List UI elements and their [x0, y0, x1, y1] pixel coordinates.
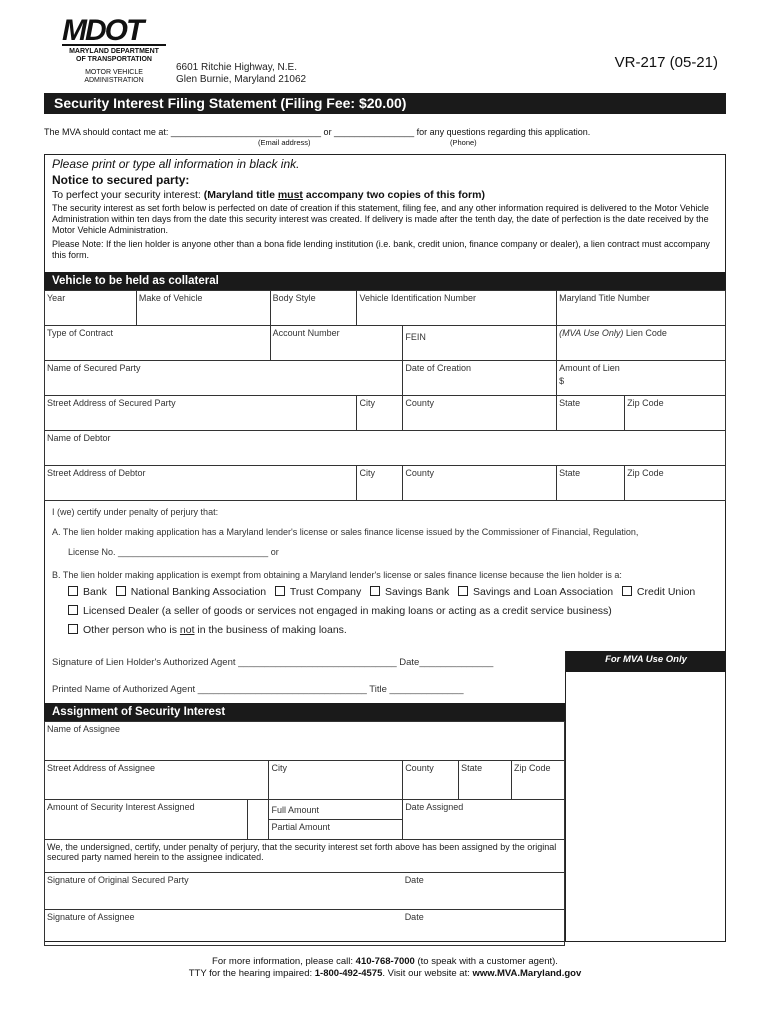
lender-type-row: Bank National Banking Association Trust Company Savings Bank Savings and Loan Association Credit Union [68, 586, 722, 598]
assignee-signature-field[interactable]: Signature of Assignee [45, 910, 403, 946]
original-party-signature-field[interactable]: Signature of Original Secured Party [45, 873, 403, 910]
amount-assigned-label: Amount of Security Interest Assigned [45, 800, 248, 840]
debtor-street-field[interactable]: Street Address of Debtor [45, 466, 357, 501]
assignment-certification: We, the undersigned, certify, under penalty of perjury, that the security interest set forth above has been assigned by the original secured party named herein to the assignee indicated. [45, 840, 565, 873]
partial-amount-field[interactable]: Partial Amount [269, 820, 403, 840]
logo-line2: OF TRANSPORTATION [76, 56, 152, 63]
assignee-county-field[interactable]: County [403, 761, 459, 800]
cert-option-a: A. The lien holder making application has a Maryland lender's license or sales finance license issued by the Commissioner of Financial, Regulation, [52, 527, 639, 537]
lien-amount-field[interactable]: Amount of Lien $ [557, 361, 726, 396]
assignee-sig-date-field[interactable]: Date [403, 910, 565, 946]
title-fee: (Filing Fee: $20.00) [280, 95, 407, 111]
footer-website-link[interactable]: www.MVA.Maryland.gov [472, 968, 582, 979]
email-label: (Email address) [258, 138, 311, 147]
assignee-zip-field[interactable]: Zip Code [512, 761, 565, 800]
title-number-field[interactable]: Maryland Title Number [557, 291, 726, 326]
date-assigned-field[interactable]: Date Assigned [403, 800, 565, 840]
mdot-logo [62, 14, 172, 85]
perfection-paragraph: The security interest as set forth below is perfected on date of creation if this statement, filing fee, and any other information required is delivered to the Motor Vehicle Administration within ten days from the date this security interest was created. If delivery is made after the tenth day, the date of perfection is the date received by the Motor Vehicle Administration. [52, 203, 709, 235]
certification [52, 507, 722, 636]
other-row: Other person who is not in the business of making loans. [68, 624, 722, 636]
nba-checkbox[interactable] [116, 586, 126, 596]
debtor-zip-field[interactable]: Zip Code [625, 466, 726, 501]
logo-line1: MARYLAND DEPARTMENT [69, 48, 159, 55]
year-field[interactable]: Year [45, 291, 137, 326]
vehicle-table [44, 290, 726, 501]
sla-checkbox[interactable] [458, 586, 468, 596]
creation-date-field[interactable]: Date of Creation [403, 361, 557, 396]
form-number: VR-217 (05-21) [614, 54, 718, 71]
dealer-row: Licensed Dealer (a seller of goods or services not engaged in making loans or acting as a credit service business) [68, 605, 722, 617]
lien-note: Please Note: If the lien holder is anyone other than a bona fide lending institution (i.e. bank, credit union, finance company or dealer), a lien contract must accompany this form. [52, 239, 710, 260]
vin-field[interactable]: Vehicle Identification Number [357, 291, 557, 326]
assignee-name-field[interactable]: Name of Assignee [45, 722, 565, 761]
contract-type-field[interactable]: Type of Contract [45, 326, 271, 361]
debtor-name-field[interactable]: Name of Debtor [45, 431, 726, 466]
trust-checkbox[interactable] [275, 586, 285, 596]
footer-line1: For more information, please call: 410-768-7000 (to speak with a customer agent). [212, 956, 558, 967]
footer-line2: TTY for the hearing impaired: 1-800-492-4575. Visit our website at: www.MVA.Maryland.gov [188, 968, 582, 979]
footer [0, 956, 770, 980]
logo-sub1: MOTOR VEHICLE [85, 69, 143, 76]
agent-signature-line[interactable]: Signature of Lien Holder's Authorized Agent ______________________________ Date______________ [52, 657, 494, 668]
agent-printed-name-line[interactable]: Printed Name of Authorized Agent ________________________________ Title ______________ [52, 684, 464, 695]
title-main: Security Interest Filing Statement [54, 95, 281, 111]
make-field[interactable]: Make of Vehicle [136, 291, 270, 326]
footer-tty: 1-800-492-4575 [314, 968, 383, 979]
full-amount-field[interactable]: Full Amount [269, 800, 403, 820]
cert-intro: I (we) certify under penalty of perjury that: [52, 507, 219, 517]
account-number-field[interactable]: Account Number [270, 326, 403, 361]
perfect-instruction: To perfect your security interest: (Maryland title must accompany two copies of this form) [52, 189, 485, 201]
assignment-table [44, 721, 565, 946]
lien-code-field[interactable]: (MVA Use Only) Lien Code [557, 326, 726, 361]
fein-field[interactable]: FEIN [403, 326, 557, 361]
amount-spacer [247, 800, 269, 840]
body-style-field[interactable]: Body Style [270, 291, 357, 326]
assignee-state-field[interactable]: State [459, 761, 512, 800]
secured-state-field[interactable]: State [557, 396, 625, 431]
mva-use-only-box [565, 651, 726, 942]
secured-county-field[interactable]: County [403, 396, 557, 431]
page-title [44, 93, 726, 114]
print-instruction: Please print or type all information in black ink. [52, 157, 300, 171]
vehicle-section-header: Vehicle to be held as collateral [44, 272, 726, 290]
credit-union-checkbox[interactable] [622, 586, 632, 596]
savings-bank-checkbox[interactable] [370, 586, 380, 596]
license-number-line[interactable]: License No. ______________________________ or [68, 547, 279, 557]
address-line1: 6601 Ritchie Highway, N.E. [176, 62, 297, 73]
assignee-street-field[interactable]: Street Address of Assignee [45, 761, 269, 800]
debtor-city-field[interactable]: City [357, 466, 403, 501]
cert-option-b: B. The lien holder making application is exempt from obtaining a Maryland lender's license or sales finance license because the lien holder is a: [52, 570, 622, 580]
logo-sub2: ADMINISTRATION [84, 77, 144, 84]
contact-line[interactable]: The MVA should contact me at: ______________________________ or ________________ for any questions regarding this application. [44, 127, 591, 137]
instructions [52, 157, 722, 262]
logo-mark: MDOT [62, 18, 166, 46]
secured-party-field[interactable]: Name of Secured Party [45, 361, 403, 396]
mva-use-only-label: For MVA Use Only [566, 651, 726, 672]
original-sig-date-field[interactable]: Date [403, 873, 565, 910]
secured-city-field[interactable]: City [357, 396, 403, 431]
mva-address [176, 62, 306, 86]
assignee-city-field[interactable]: City [269, 761, 403, 800]
phone-label: (Phone) [450, 138, 477, 147]
assignment-section-header: Assignment of Security Interest [44, 703, 565, 721]
debtor-state-field[interactable]: State [557, 466, 625, 501]
notice-heading: Notice to secured party: [52, 173, 190, 187]
other-checkbox[interactable] [68, 624, 78, 634]
bank-checkbox[interactable] [68, 586, 78, 596]
footer-phone: 410-768-7000 [355, 956, 415, 967]
dealer-checkbox[interactable] [68, 605, 78, 615]
address-line2: Glen Burnie, Maryland 21062 [176, 74, 307, 85]
debtor-county-field[interactable]: County [403, 466, 557, 501]
secured-street-field[interactable]: Street Address of Secured Party [45, 396, 357, 431]
secured-zip-field[interactable]: Zip Code [625, 396, 726, 431]
